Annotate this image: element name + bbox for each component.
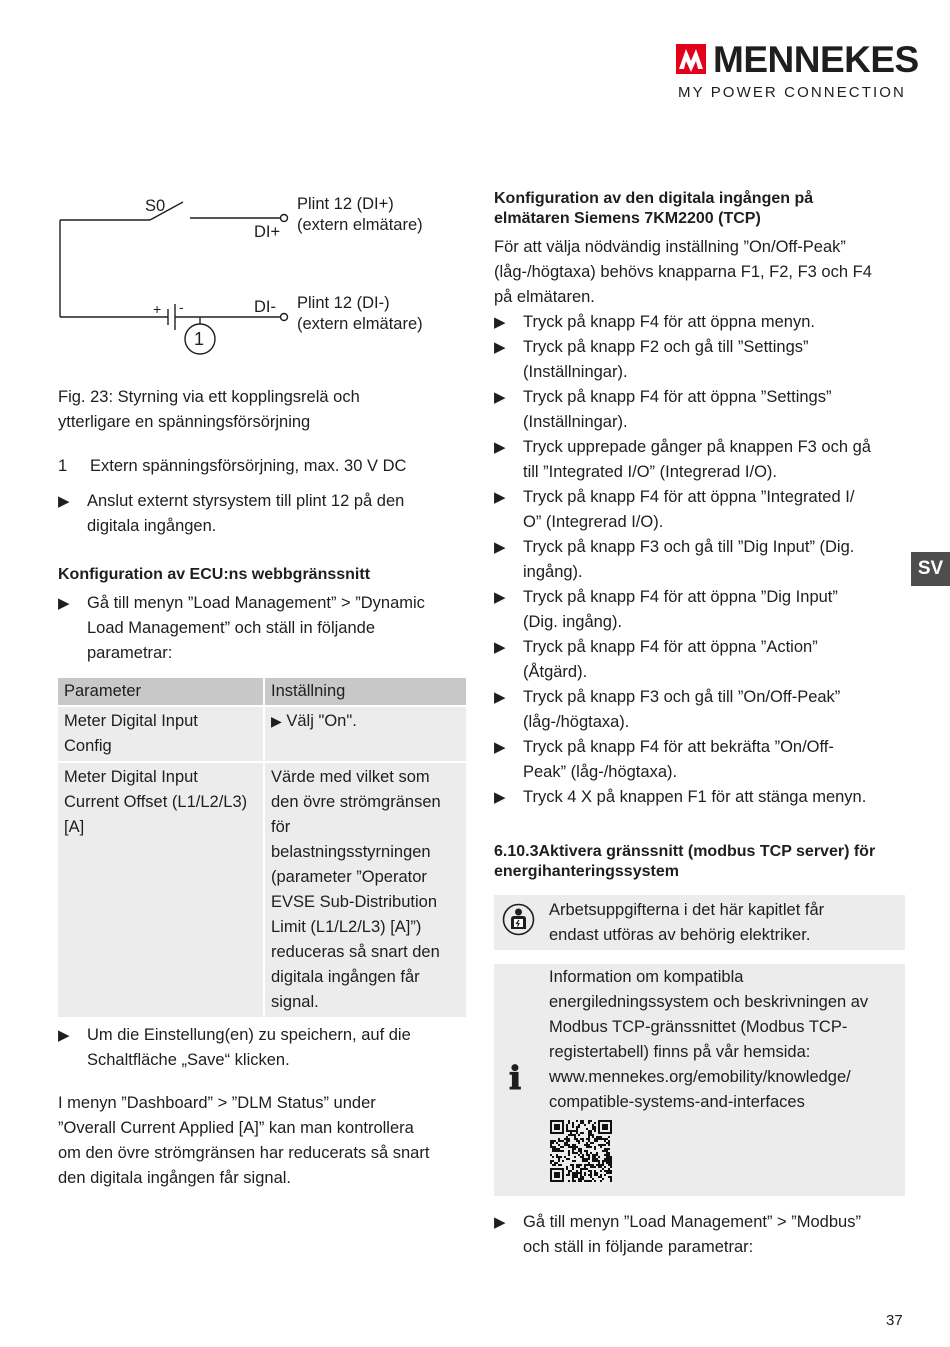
figure-caption [58,385,360,435]
paragraph-line: den digitala ingången får signal. [58,1169,292,1187]
cell-line: Meter Digital Input [64,712,198,730]
step-item [494,335,909,385]
brand-name: MENNEKES [713,39,919,80]
step-item [494,385,909,435]
step-item [494,785,909,810]
bullet-modbus [494,1210,909,1260]
bullet-arrow-icon: ▶ [494,439,506,456]
info-line: Modbus TCP-gränssnittet (Modbus TCP- [549,1018,848,1036]
brand-tagline: MY POWER CONNECTION [678,84,906,101]
cell-line: EVSE Sub-Distribution [271,893,437,911]
cell-line: Värde med vilket som [271,768,430,786]
step-line: Tryck på knapp F4 för att öppna menyn. [523,313,815,331]
step-item [494,485,909,535]
cell-line: signal. [271,993,319,1011]
bullet-arrow-icon: ▶ [494,1214,506,1231]
di-minus-label: DI- [254,298,276,316]
cell-text: Välj "On". [286,712,357,730]
step-item [494,310,909,335]
step-line: Tryck upprepade gånger på knappen F3 och gå [523,438,871,456]
step-line: Tryck på knapp F4 för att öppna ”Integrated I/ [523,488,855,506]
parameter-table [58,678,468,1017]
legend-number: 1 [58,457,68,475]
step-line: Tryck på knapp F4 för att öppna ”Action” [523,638,818,656]
table-row [58,706,467,762]
bullet-line: parametrar: [87,644,173,662]
bullet-arrow-icon: ▶ [494,589,506,606]
info-line: Information om kompatibla [549,968,744,986]
info-box [494,964,905,1196]
bullet-line: Schaltfläche „Save“ klicken. [87,1051,290,1069]
step-item [494,635,909,685]
bullet-line: Gå till menyn ”Load Management” > ”Dynamic [87,594,425,612]
bullet-line: och ställ in följande parametrar: [523,1238,754,1256]
section-title-line: energihanteringssystem [494,863,679,880]
step-line: Tryck på knapp F3 och gå till ”Dig Input” (Dig. [523,538,855,556]
switch-label: S0 [145,197,166,215]
bullet-arrow-icon: ▶ [494,789,506,806]
bullet-arrow-icon: ▶ [58,1027,70,1044]
cell-line: belastningsstyrningen [271,843,431,861]
paragraph-line: om den övre strömgränsen har reducerats så snart [58,1144,430,1162]
bullet-arrow-icon: ▶ [494,639,506,656]
table-cell [264,762,467,1017]
cell-line: Current Offset (L1/L2/L3) [64,793,248,811]
plus-label: + [153,301,162,317]
step-line: (Åtgärd). [523,663,588,681]
bullet-arrow-icon: ▶ [494,339,506,356]
cell-line: [A] [64,818,85,836]
step-line: Tryck på knapp F2 och gå till ”Settings” [523,338,809,356]
bullet-arrow-icon: ▶ [494,539,506,556]
warning-line: endast utföras av behörig elektriker. [549,926,811,944]
mennekes-logo-icon [676,44,706,74]
step-item [494,685,909,735]
bullet-goto-menu [58,591,468,666]
intro-line: För att välja nödvändig inställning ”On/Off-Peak” [494,238,846,256]
heading-ecu: Konfiguration av ECU:ns webbgränssnitt [58,566,371,583]
electrician-icon [502,903,535,936]
table-row [58,762,467,1017]
legend-text: Extern spänningsförsörjning, max. 30 V DC [90,457,407,475]
paragraph-line: ”Overall Current Applied [A]” kan man kontrollera [58,1119,414,1137]
info-link-line[interactable]: www.mennekes.org/emobility/knowledge/ [549,1068,851,1086]
step-line: Tryck 4 X på knappen F1 för att stänga menyn. [523,788,867,806]
info-icon: ℹ [509,1060,522,1096]
info-line: energiledningssystem och beskrivningen av [549,993,869,1011]
cell-line: Limit (L1/L2/L3) [A]”) [271,918,422,936]
bullet-line: Anslut externt styrsystem till plint 12 på den [87,492,405,510]
terminal1-line1: Plint 12 (DI+) [297,195,394,213]
di-plus-label: DI+ [254,223,281,241]
bullet-arrow-icon: ▶ [494,739,506,756]
terminal2-line1: Plint 12 (DI-) [297,294,390,312]
table-cell [58,762,264,1017]
step-line: (låg-/högtaxa). [523,713,630,731]
bullet-arrow-icon: ▶ [58,595,70,612]
step-line: Tryck på knapp F4 för att öppna ”Dig Input” [523,588,838,606]
section-number: 6.10.3 [494,843,539,860]
language-tab: SV [911,552,950,586]
heading-siemens [494,189,813,229]
dashboard-paragraph [58,1091,478,1191]
step-line: Tryck på knapp F4 för att öppna ”Settings” [523,388,832,406]
step-line: Tryck på knapp F4 för att bekräfta ”On/Off- [523,738,834,756]
terminal1-line2: (extern elmätare) [297,216,423,234]
callout-number: 1 [194,329,205,349]
section-heading [494,842,875,882]
cell-line: Meter Digital Input [64,768,198,786]
cell-line: (parameter ”Operator [271,868,427,886]
info-link-line[interactable]: compatible-systems-and-interfaces [549,1093,805,1111]
table-header-row [58,678,467,706]
page-number: 37 [886,1312,903,1329]
step-line: ingång). [523,563,583,581]
step-item [494,535,909,585]
intro-line: (låg-/högtaxa) behövs knapparna F1, F2, F3 och F4 [494,263,872,281]
bullet-connect [58,489,468,539]
paragraph-line: I menyn ”Dashboard” > ”DLM Status” under [58,1094,376,1112]
table-cell [58,706,264,762]
step-line: O” (Integrerad I/O). [523,513,664,531]
minus-label: - [179,299,184,315]
info-line: registertabell) finns på vår hemsida: [549,1043,811,1061]
heading-line: Konfiguration av den digitala ingången på [494,190,814,207]
qr-code-icon[interactable] [550,1120,612,1182]
caption-line: Fig. 23: Styrning via ett kopplingsrelä och [58,388,360,406]
table-cell [264,706,467,762]
step-item [494,735,909,785]
step-line: (Inställningar). [523,413,628,431]
intro-line: på elmätaren. [494,288,595,306]
cell-line: reduceras så snart den [271,943,440,961]
bullet-arrow-icon: ▶ [271,713,282,729]
cell-line: den övre strömgränsen [271,793,441,811]
bullet-line: Um die Einstellung(en) zu speichern, auf die [87,1026,411,1044]
step-item [494,435,909,485]
step-line: (Dig. ingång). [523,613,623,631]
wiring-diagram [55,190,305,360]
terminal2-line2: (extern elmätare) [297,315,423,333]
caption-line: ytterligare en spänningsförsörjning [58,413,311,431]
step-line: Tryck på knapp F3 och gå till ”On/Off-Peak” [523,688,841,706]
table-header: Parameter [58,678,264,706]
warning-line: Arbetsuppgifterna i det här kapitlet får [549,901,825,919]
bullet-line: digitala ingången. [87,517,217,535]
bullet-arrow-icon: ▶ [494,689,506,706]
bullet-line: Load Management” och ställ in följande [87,619,376,637]
cell-line: för [271,818,291,836]
bullet-arrow-icon: ▶ [494,489,506,506]
bullet-arrow-icon: ▶ [494,314,506,331]
electrician-warning-box [494,895,905,950]
bullet-arrow-icon: ▶ [58,493,70,510]
section-title-line: Aktivera gränssnitt (modbus TCP server) för [538,843,876,860]
bullet-save [58,1023,468,1073]
table-header: Inställning [264,678,467,706]
siemens-intro [494,235,914,310]
cell-line: Config [64,737,112,755]
cell-line: digitala ingången får [271,968,420,986]
step-line: Peak” (låg-/högtaxa). [523,763,678,781]
heading-line: elmätaren Siemens 7KM2200 (TCP) [494,210,761,227]
bullet-arrow-icon: ▶ [494,389,506,406]
step-item [494,585,909,635]
bullet-line: Gå till menyn ”Load Management” > ”Modbus” [523,1213,861,1231]
step-line: (Inställningar). [523,363,628,381]
step-line: till ”Integrated I/O” (Integrerad I/O). [523,463,778,481]
